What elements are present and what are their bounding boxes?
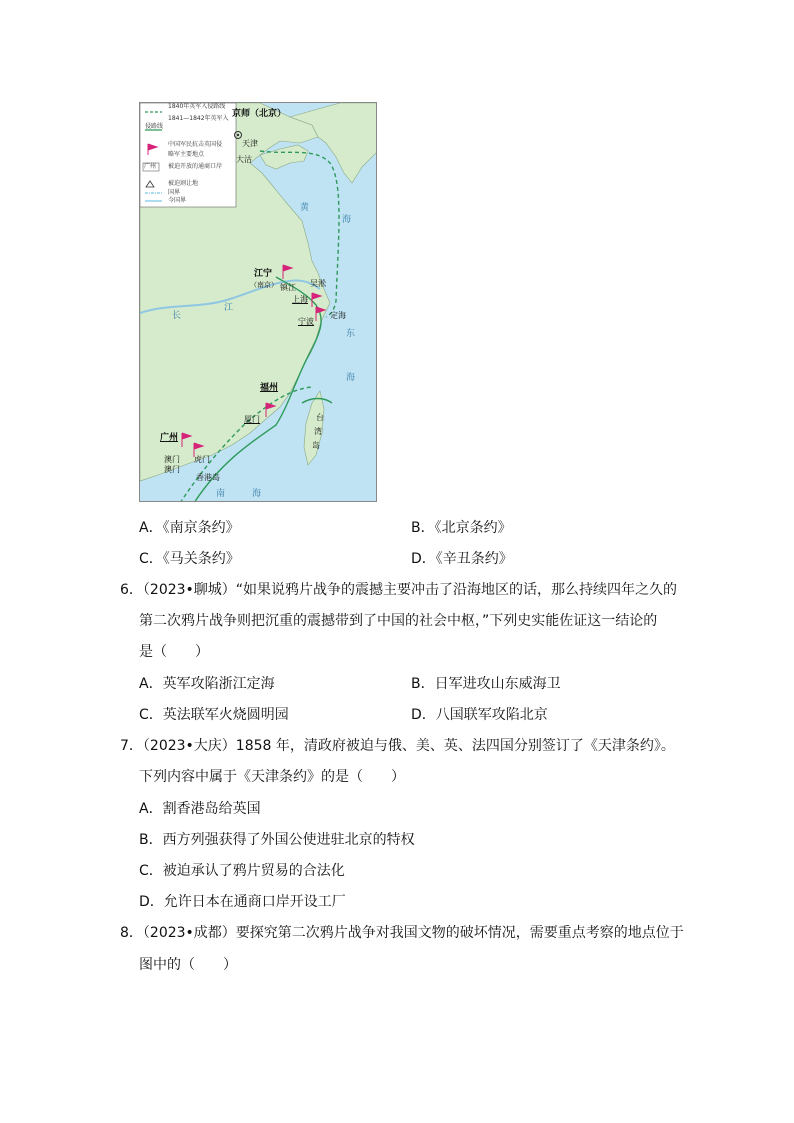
label-taiwan-3: 岛 — [312, 441, 320, 450]
label-guangzhou: 广州 — [160, 433, 179, 443]
label-taiwan-2: 湾 — [314, 427, 322, 436]
label-ningbo: 宁波 — [298, 317, 314, 326]
legend-modern-border: 今国界 — [168, 197, 187, 204]
label-capital: 京师（北京） — [232, 109, 287, 119]
q7-option-c: C．被迫承认了鸦片贸易的合法化 — [139, 863, 345, 879]
legend-resistance-cont: 略军主要地点 — [168, 151, 205, 158]
legend-port-sample: 广州 — [144, 163, 157, 170]
label-wusong: 吴淞 — [310, 279, 326, 288]
q5-option-d: D．《辛丑条约》 — [411, 551, 513, 567]
q6-stem-line1: 6．（2023•聊城）“如果说鸦片战争的震撼主要冲击了沿海地区的话，那么持续四年之久的 — [120, 582, 678, 598]
label-fuzhou: 福州 — [260, 383, 279, 393]
q7-stem-line2: 下列内容中属于《天津条约》的是（ ） — [139, 769, 405, 785]
label-humen: 虎门 — [194, 455, 210, 464]
legend-open-port: 被迫开放的通商口岸 — [168, 163, 223, 170]
label-dagu: 大沽 — [236, 155, 252, 164]
label-sea-3: 海 — [252, 489, 262, 499]
legend-route-1841: 1841—1842年英军入 — [168, 115, 229, 122]
q8-stem-line1: 8．（2023•成都）要探究第二次鸦片战争对我国文物的破坏情况，需要重点考察的地点位于 — [120, 925, 684, 941]
q5-option-a: A．《南京条约》 — [139, 520, 240, 536]
label-chang: 长 — [172, 311, 182, 321]
q8-stem-line2: 图中的（ ） — [139, 957, 237, 973]
legend-border: 国界 — [168, 189, 181, 196]
q5-option-b: B．《北京条约》 — [411, 520, 512, 536]
q6-option-b: B．日军进攻山东威海卫 — [411, 676, 561, 692]
q6-stem-line3: 是（ ） — [139, 644, 209, 660]
label-shanghai: 上海 — [292, 295, 308, 304]
q7-stem-line1: 7．（2023•大庆）1858 年，清政府被迫与俄、美、英、法四国分别签订了《天津条约》。 — [120, 738, 675, 754]
legend-route-1840: 1840年英军入侵路线 — [168, 103, 226, 110]
q7-option-b: B．西方列强获得了外国公使进驻北京的特权 — [139, 832, 415, 848]
opium-war-map — [139, 102, 377, 502]
label-xiamen: 厦门 — [244, 415, 260, 424]
q6-option-c: C．英法联军火烧圆明园 — [139, 707, 289, 723]
label-macau-1: 澳门 — [164, 455, 180, 464]
label-south: 南 — [216, 489, 226, 499]
q7-option-a: A．割香港岛给英国 — [139, 801, 261, 817]
legend-ceded-land: 被迫割让地 — [168, 180, 199, 187]
label-jiangning: 江宁 — [254, 269, 273, 279]
q7-option-d: D．允许日本在通商口岸开设工厂 — [139, 894, 346, 910]
label-sea-2: 海 — [346, 373, 356, 383]
q6-stem-line2: 第二次鸦片战争则把沉重的震撼带到了中国的社会中枢，”下列史实能佐证这一结论的 — [139, 613, 658, 629]
label-yellow-sea: 黄 — [300, 203, 310, 213]
label-dinghai: 定海 — [330, 311, 346, 320]
label-tianjin: 天津 — [242, 139, 258, 148]
label-east: 东 — [346, 329, 356, 339]
label-macau-2: 澳门 — [164, 465, 180, 474]
q6-option-a: A．英军攻陷浙江定海 — [139, 676, 275, 692]
label-hongkong: 香港岛 — [196, 473, 220, 482]
q5-option-c: C．《马关条约》 — [139, 551, 240, 567]
q6-option-d: D．八国联军攻陷北京 — [411, 707, 548, 723]
legend-route-1841-cont: 侵路线 — [145, 123, 164, 130]
label-nanjing: （南京） — [250, 281, 278, 289]
label-taiwan-1: 台 — [316, 413, 324, 422]
label-jiang: 江 — [224, 303, 234, 313]
label-zhenjiang: 镇江 — [280, 283, 296, 292]
legend-resistance: 中国军民抗击英国侵 — [168, 141, 223, 148]
label-sea-1: 海 — [342, 215, 352, 225]
